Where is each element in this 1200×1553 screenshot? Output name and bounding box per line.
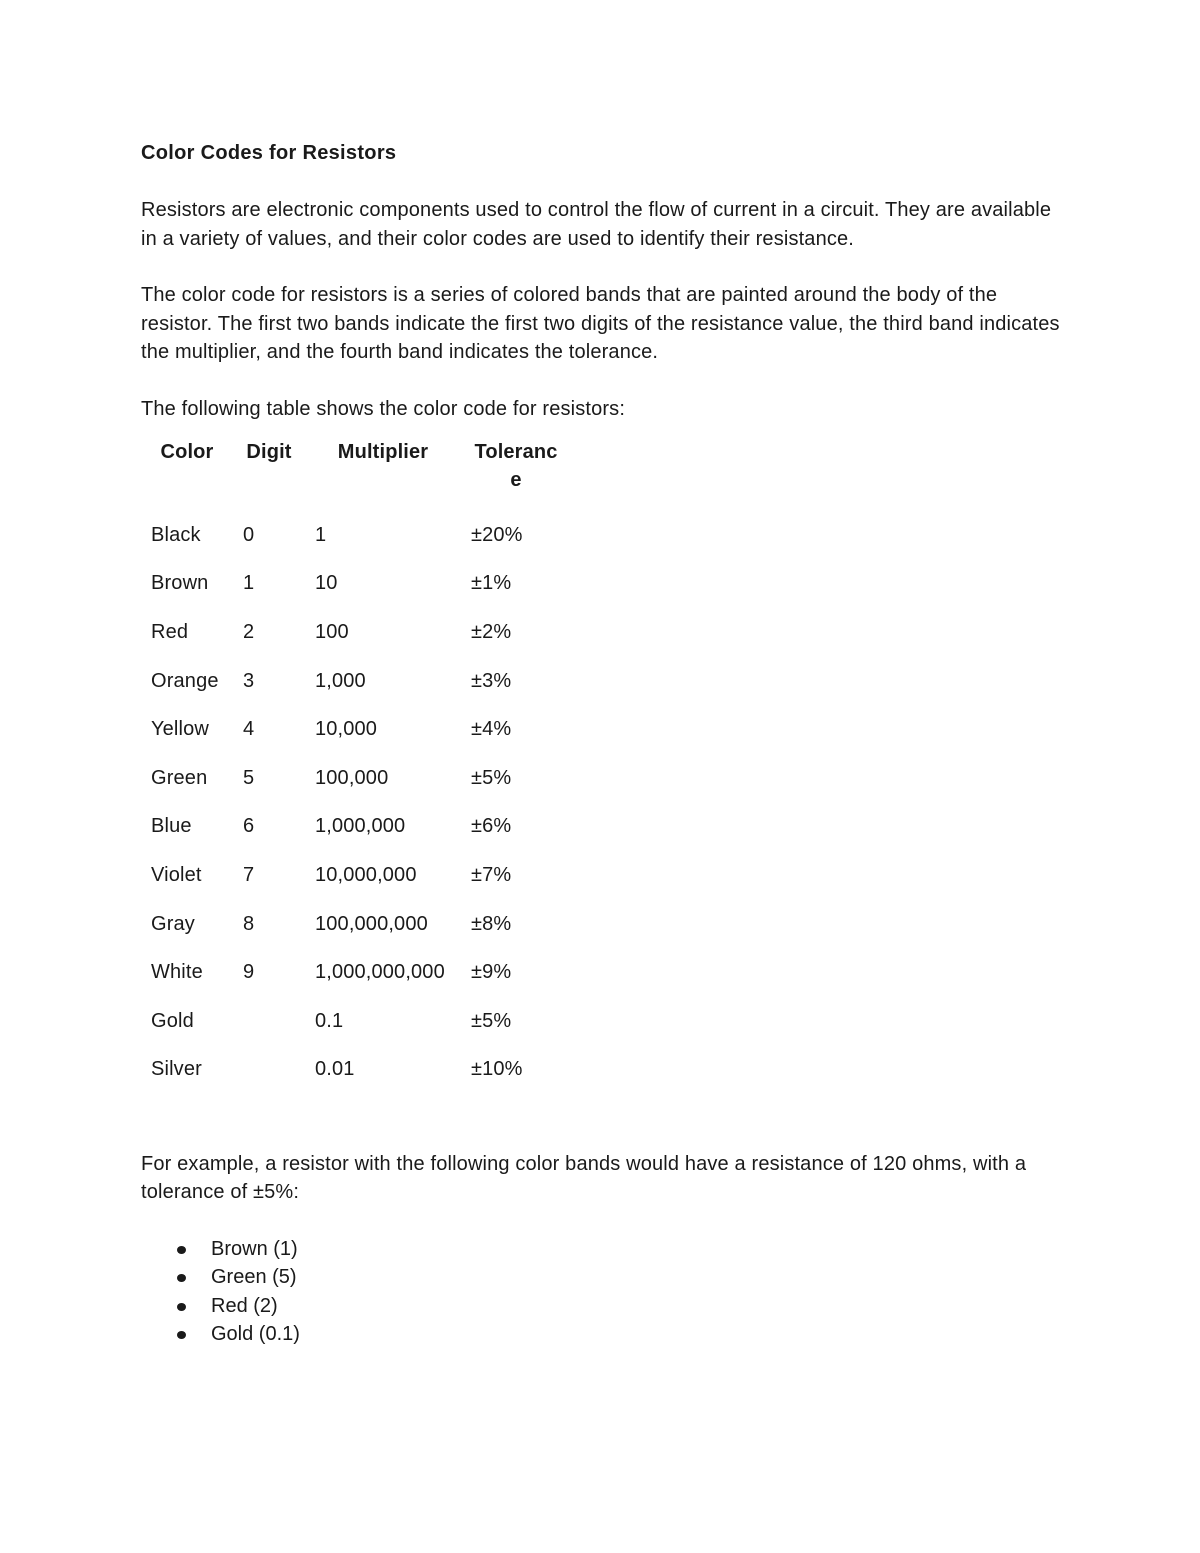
cell-tolerance: ±1%	[471, 572, 512, 595]
table-intro-paragraph: The following table shows the color code for resistors:	[141, 397, 626, 420]
cell-digit: 4	[243, 718, 255, 741]
cell-tolerance: ±20%	[471, 523, 523, 546]
band-label: Gold (0.1)	[211, 1323, 300, 1346]
cell-tolerance: ±2%	[471, 620, 512, 643]
table-header-row	[141, 430, 571, 515]
intro-paragraph: Resistors are electronic components used to control the flow of current in a circuit. They are available in a variety of values, and their color codes are used to identify their resistance.	[141, 199, 1052, 250]
header-multiplier: Multiplier	[337, 440, 429, 463]
cell-tolerance: ±6%	[471, 815, 512, 838]
table-row	[141, 612, 571, 661]
table-row	[141, 515, 571, 564]
table-row	[141, 661, 571, 710]
cell-multiplier: 1,000,000,000	[315, 961, 445, 984]
cell-digit: 8	[243, 912, 255, 935]
cell-multiplier: 10,000,000	[315, 863, 417, 886]
cell-color: Brown	[151, 572, 209, 595]
list-item	[173, 1235, 1061, 1263]
bullet-icon	[177, 1331, 186, 1339]
cell-color: Red	[151, 620, 189, 643]
cell-digit: 5	[243, 766, 255, 789]
cell-digit: 7	[243, 863, 255, 886]
cell-tolerance: ±9%	[471, 961, 512, 984]
table-row	[141, 563, 571, 612]
header-tolerance: Tolerance	[474, 440, 558, 492]
cell-digit: 6	[243, 815, 255, 838]
bullet-icon	[177, 1303, 186, 1311]
list-item	[173, 1320, 1061, 1348]
cell-multiplier: 1,000,000	[315, 815, 406, 838]
cell-digit: 2	[243, 620, 255, 643]
table-row	[141, 758, 571, 807]
cell-multiplier: 10	[315, 572, 338, 595]
cell-digit	[233, 1001, 305, 1050]
table-row	[141, 904, 571, 953]
cell-multiplier: 0.01	[315, 1058, 355, 1081]
cell-multiplier: 10,000	[315, 718, 378, 741]
cell-tolerance: ±4%	[471, 718, 512, 741]
table-row	[141, 806, 571, 855]
cell-multiplier: 100,000	[315, 766, 389, 789]
cell-multiplier: 100,000,000	[315, 912, 428, 935]
cell-multiplier: 0.1	[315, 1009, 344, 1032]
cell-digit: 1	[243, 572, 255, 595]
cell-color: Green	[151, 766, 208, 789]
cell-color: Gold	[151, 1009, 194, 1032]
list-item	[173, 1263, 1061, 1291]
cell-color: Gray	[151, 912, 195, 935]
band-label: Brown (1)	[211, 1238, 298, 1261]
cell-digit: 0	[243, 523, 255, 546]
band-label: Green (5)	[211, 1266, 297, 1289]
cell-color: Violet	[151, 863, 202, 886]
cell-tolerance: ±5%	[471, 766, 512, 789]
cell-color: White	[151, 961, 203, 984]
cell-color: Orange	[151, 669, 219, 692]
cell-multiplier: 1	[315, 523, 327, 546]
table-row	[141, 952, 571, 1001]
document-page	[141, 138, 1061, 1349]
bullet-icon	[177, 1274, 186, 1282]
header-digit: Digit	[246, 440, 292, 463]
color-code-table	[141, 430, 571, 1098]
cell-color: Yellow	[151, 718, 209, 741]
cell-color: Silver	[151, 1058, 202, 1081]
document-title: Color Codes for Resistors	[141, 142, 397, 164]
example-paragraph: For example, a resistor with the following color bands would have a resistance of 120 ohms, with a tolerance of ±5%:	[141, 1152, 1027, 1204]
cell-digit	[233, 1049, 305, 1098]
cell-tolerance: ±10%	[471, 1058, 523, 1081]
cell-color: Black	[151, 523, 201, 546]
cell-multiplier: 100	[315, 620, 349, 643]
color-code-paragraph: The color code for resistors is a series of colored bands that are painted around the body of the resistor. The first two bands indicate the first two digits of the resistance value, the third band indicates the multiplier, and the fourth band indicates the tolerance.	[141, 284, 1060, 364]
bullet-icon	[177, 1246, 186, 1254]
header-color: Color	[160, 440, 214, 463]
cell-tolerance: ±5%	[471, 1009, 512, 1032]
cell-digit: 3	[243, 669, 255, 692]
table-row	[141, 1049, 571, 1098]
table-row	[141, 709, 571, 758]
list-item	[173, 1292, 1061, 1320]
cell-tolerance: ±3%	[471, 669, 512, 692]
cell-tolerance: ±7%	[471, 863, 512, 886]
band-list	[141, 1235, 1061, 1349]
cell-tolerance: ±8%	[471, 912, 512, 935]
cell-digit: 9	[243, 961, 255, 984]
table-row	[141, 1001, 571, 1050]
cell-multiplier: 1,000	[315, 669, 366, 692]
cell-color: Blue	[151, 815, 192, 838]
band-label: Red (2)	[211, 1294, 278, 1317]
table-row	[141, 855, 571, 904]
